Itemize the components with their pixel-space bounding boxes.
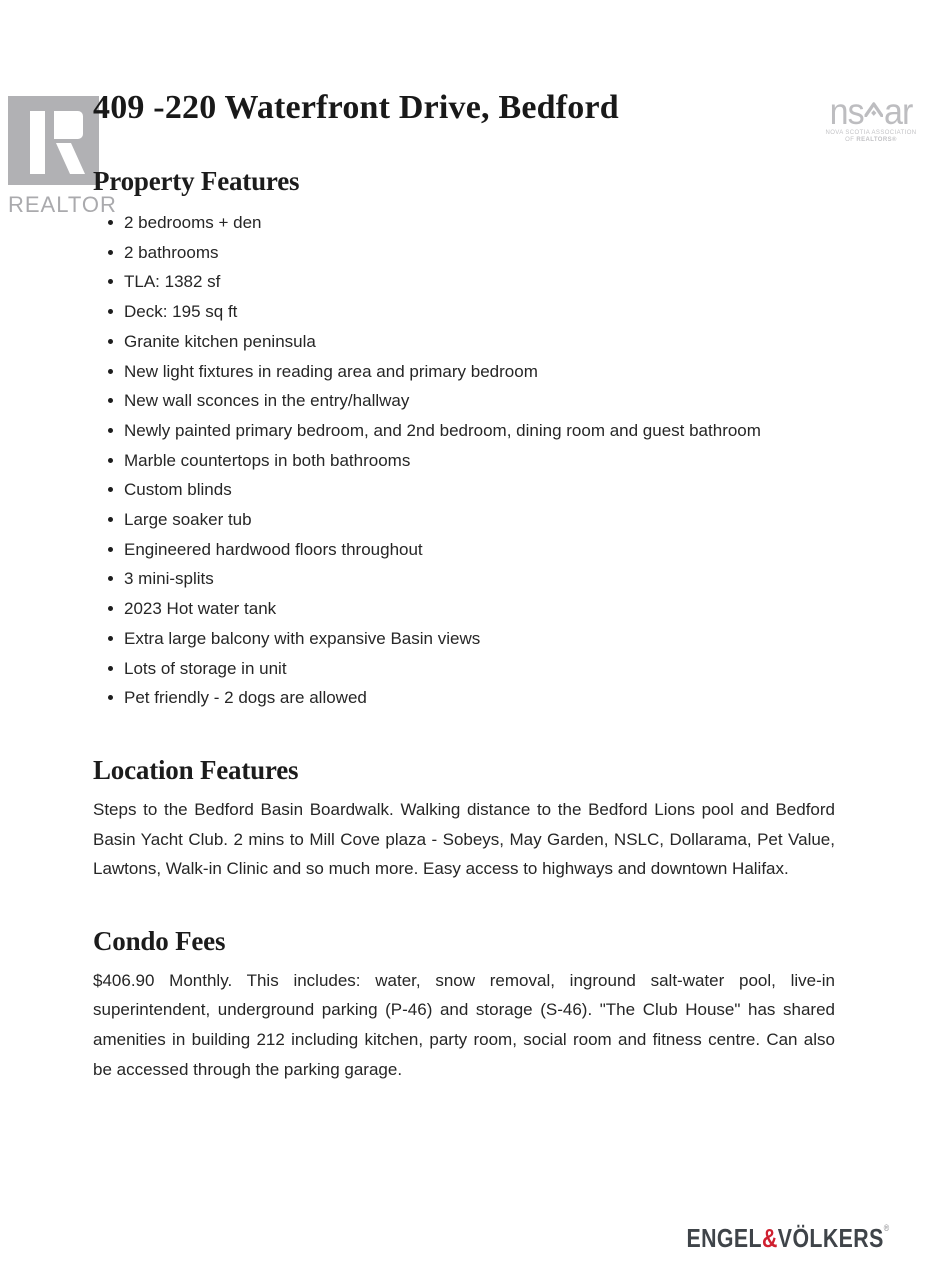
feature-list-item: Pet friendly - 2 dogs are allowed [93, 683, 835, 713]
section-condo-fees [93, 924, 835, 1084]
feature-list-item: Granite kitchen peninsula [93, 327, 835, 357]
engel-volkers-engel: ENGEL [686, 1223, 762, 1253]
engel-volkers-volkers: VÖLKERS [777, 1223, 884, 1253]
feature-list-item: Lots of storage in unit [93, 654, 835, 684]
feature-list-item: Large soaker tub [93, 505, 835, 535]
location-features-heading: Location Features [93, 754, 299, 785]
feature-list-item: Newly painted primary bedroom, and 2nd bedroom, dining room and guest bathroom [93, 416, 835, 446]
location-features-paragraph: Steps to the Bedford Basin Boardwalk. Walking distance to the Bedford Lions pool and Bedford Basin Yacht Club. 2 mins to Mill Cove plaza - Sobeys, May Garden, NSLC, Dollarama, Pet Value, Lawtons, Walk-in Clinic and so much more. Easy access to highways and downtown Halifax. [93, 799, 835, 879]
condo-fees-paragraph: $406.90 Monthly. This includes: water, snow removal, inground salt-water pool, live-in superintendent, underground parking (P-46) and storage (S-46). "The Club House" has shared amenities in building 212 including kitchen, party room, social room and fitness centre. Can also be accessed through the parking garage. [93, 970, 835, 1079]
nsar-wordmark-right: ar [883, 91, 913, 132]
feature-list-item: Engineered hardwood floors throughout [93, 535, 835, 565]
property-features-heading: Property Features [93, 166, 300, 196]
nsar-house-roof-icon [865, 101, 883, 117]
feature-list-item: 2 bathrooms [93, 238, 835, 268]
nsar-wordmark [827, 91, 915, 132]
section-property-features [93, 164, 835, 713]
engel-volkers-logo [686, 1214, 889, 1252]
feature-list-item: Extra large balcony with expansive Basin views [93, 624, 835, 654]
property-features-list [93, 208, 835, 713]
feature-list-item: 2023 Hot water tank [93, 594, 835, 624]
engel-volkers-ampersand: & [761, 1223, 778, 1253]
feature-list-item: New light fixtures in reading area and primary bedroom [93, 357, 835, 387]
feature-list-item: Deck: 195 sq ft [93, 297, 835, 327]
feature-list-item: Marble countertops in both bathrooms [93, 446, 835, 476]
feature-list-item: 2 bedrooms + den [93, 208, 835, 238]
section-location-features [93, 753, 835, 884]
engel-volkers-registered-mark: ® [883, 1223, 889, 1233]
realtor-r-icon [8, 96, 99, 185]
nsar-subtext [823, 130, 919, 144]
condo-fees-heading: Condo Fees [93, 925, 226, 956]
nsar-subtext-line1: NOVA SCOTIA ASSOCIATION [825, 130, 917, 136]
nsar-subtext-line2: OF REALTORS® [845, 137, 897, 143]
page-title: 409 -220 Waterfront Drive, Bedford [93, 89, 619, 126]
feature-list-item: TLA: 1382 sf [93, 267, 835, 297]
listing-feature-sheet [93, 88, 835, 1084]
feature-list-item: Custom blinds [93, 475, 835, 505]
realtor-logo-label: REALTOR [8, 192, 117, 217]
nsar-wordmark-left: ns [829, 91, 864, 132]
nsar-logo [823, 91, 919, 144]
feature-list-item: 3 mini-splits [93, 564, 835, 594]
feature-list-item: New wall sconces in the entry/hallway [93, 386, 835, 416]
